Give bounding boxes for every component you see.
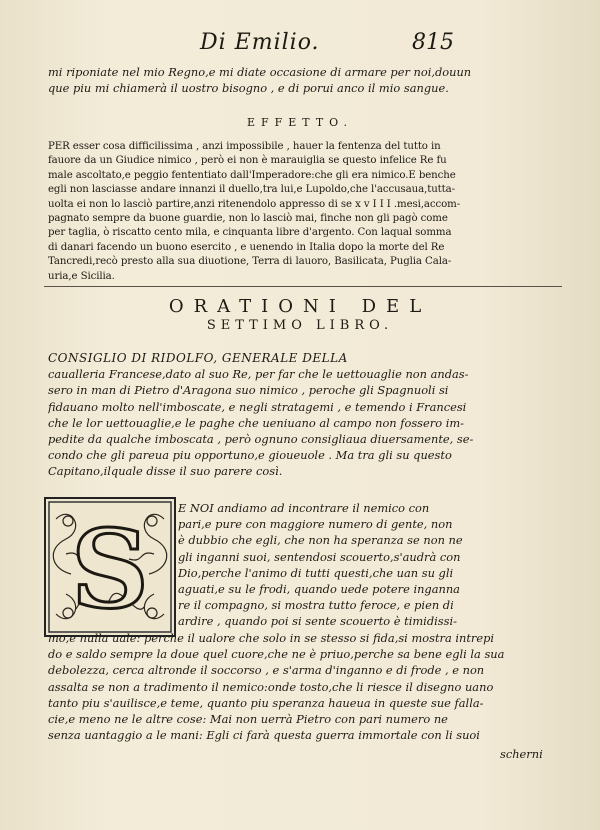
text-line: E NOI andiamo ad incontrare il nemico con [178, 501, 430, 515]
text-line: re il compagno, si mostra tutto feroce, e pien di [178, 598, 454, 613]
libro-heading: SETTIMO LIBRO. [206, 318, 394, 333]
text-line: assalta se non a tradimento il nemico:onde tosto,che li riesce il disegno uano [48, 679, 494, 694]
body-beside-initial [178, 500, 560, 630]
text-line: debolezza, cerca altronde il soccorso , e s'arma d'inganno e di frode , e non [48, 663, 485, 678]
decorated-initial [44, 497, 176, 637]
text-line: condo che gli pareua piu opportuno,e gioueuole . Ma tra gli su questo [48, 448, 452, 463]
text-line: pari,e pure con maggiore numero di gente, non [178, 517, 453, 532]
initial-letter: S [71, 507, 149, 633]
text-line: uolta ei non lo lasciò partire,anzi ritenendolo appresso di se x v I I I .mesi,accom- [48, 198, 461, 210]
text-line: che le lor uettouaglie,e le paghe che ueniuano al campo non fossero im- [48, 415, 464, 430]
ornament-icon [46, 499, 174, 635]
effetto-paragraph [48, 140, 556, 284]
text-line: mi riponiate nel mio Regno,e mi diate occasione di armare per noi,douun [48, 65, 472, 79]
text-line: cie,e meno ne le altre cose: Mai non uerrà Pietro con pari numero ne [48, 712, 448, 727]
body-paragraph [48, 630, 558, 743]
section-divider [44, 286, 562, 287]
text-line: do e saldo sempre la doue quel cuore,che ne è priuo,perche sa bene egli la sua [48, 647, 505, 662]
text-line: CONSIGLIO DI RIDOLFO, GENERALE DELLA [48, 351, 348, 365]
text-line: egli non lasciasse andare innanzi il duello,tra lui,e Lupoldo,che l'accusaua,tutta- [48, 184, 455, 196]
text-line: male ascoltato,e peggio fententiato dall'Imperadore:che gli era nimico.E benche [48, 169, 456, 181]
text-line: fauore da un Giudice nimico , però ei non è marauiglia se questo infelice Re fu [48, 155, 447, 167]
text-line: uria,e Sicilia. [48, 270, 115, 282]
text-line: sero in man di Pietro d'Aragona suo nimico , peroche gli Spagnuoli si [48, 383, 449, 398]
text-line: Dio,perche l'animo di tutti questi,che uan su gli [178, 565, 454, 580]
running-header [0, 28, 600, 58]
text-line: è dubbio che egli, che non ha speranza se non ne [178, 533, 463, 548]
running-title: Di Emilio. [200, 30, 320, 55]
text-line: fidauano molto nell'imboscate, e negli stratagemi , e temendo i Francesi [48, 399, 467, 414]
page-number: 815 [412, 30, 454, 55]
text-line: que piu mi chiamerà il uostro bisogno , e di porui anco il mio sangue. [48, 81, 449, 96]
text-line: Capitano,ilquale disse il suo parere così. [48, 464, 283, 479]
text-line: per taglia, ò riscatto cento mila, e cinquanta libre d'argento. Con laqual somma [48, 227, 452, 239]
text-line: gli inganni suoi, sentendosi scouerto,s'audrà con [178, 549, 461, 564]
text-line: mo,e nulla uale: perche il ualore che solo in se stesso si fida,si mostra intrepi [48, 631, 495, 645]
top-paragraph [48, 64, 556, 96]
text-line: Tancredi,recò presto alla sua diuotione, Terra di lauoro, Basilicata, Puglia Cala- [48, 256, 452, 268]
text-line: tanto piu s'auilisce,e teme, quanto piu speranza haueua in queste sue falla- [48, 695, 484, 710]
consiglio-paragraph [48, 350, 556, 480]
text-line: ardire , quando poi si sente scouerto è timidissi- [178, 614, 457, 629]
text-line: pagnato sempre da buone guardie, non lo lasciò mai, finche non gli pagò come [48, 213, 448, 225]
text-line: di danari facendo un buono esercito , e uenendo in Italia dopo la morte del Re [48, 241, 445, 253]
text-line: pedite da qualche imboscata , però ognuno consigliaua diuersamente, se- [48, 432, 474, 447]
catchword: scherni [500, 747, 543, 761]
text-line: caualleria Francese,dato al suo Re, per far che le uettouaglie non andas- [48, 367, 469, 382]
effetto-heading: EFFETTO. [246, 116, 354, 129]
orationi-heading: ORATIONI DEL [168, 296, 432, 317]
text-line: aguati,e su le frodi, quando uede potere inganna [178, 582, 460, 597]
text-line: senza uantaggio a le mani: Egli ci farà questa guerra immortale con li suoi [48, 728, 480, 743]
text-line: PER esser cosa difficilissima , anzi impossibile , hauer la fentenza del tutto in [48, 141, 441, 152]
